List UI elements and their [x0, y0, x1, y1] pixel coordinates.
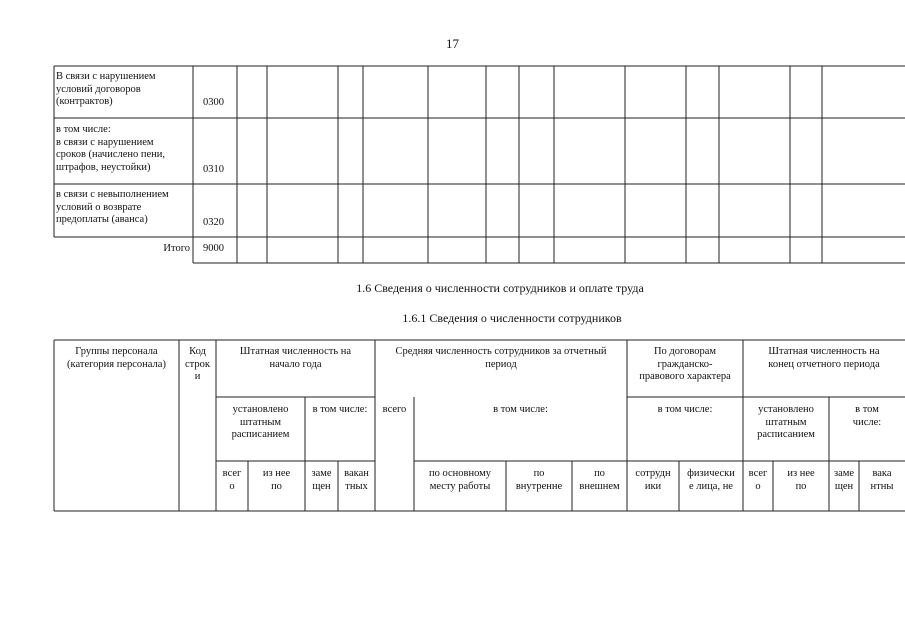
page-number: 17: [446, 36, 459, 51]
header-including-end: в том числе:: [852, 404, 882, 428]
header-including-avg: в том числе:: [493, 404, 548, 415]
header-employees: сотрудн ики: [635, 468, 671, 492]
header-main-job: по основному месту работы: [428, 468, 492, 492]
header-external: по внешнем: [579, 468, 620, 492]
row-0300-code: 0300: [203, 97, 224, 108]
header-vacant: вакан тных: [344, 468, 369, 492]
header-staff-end: Штатная численность на конец отчетного периода: [768, 346, 880, 370]
header-of-them: из нее по: [262, 468, 291, 492]
subsection-title: 1.6.1 Сведения о численности сотрудников: [402, 311, 622, 325]
header-established: установлено штатным расписанием: [231, 404, 290, 440]
header-total: всего: [382, 404, 407, 415]
row-0310-code: 0310: [203, 164, 224, 175]
header-groups: Группы персонала (категория персонала): [67, 346, 166, 370]
header-of-them-end: из нее по: [787, 468, 815, 492]
header-code: Код строк и: [185, 346, 210, 382]
header-vacant-end: вака нтны: [870, 468, 894, 492]
header-total-short-end: всег о: [748, 468, 768, 492]
row-0320-code: 0320: [203, 217, 224, 228]
header-filled: заме щен: [311, 468, 332, 492]
header-including-contracts: в том числе:: [657, 404, 713, 415]
header-filled-end: заме щен: [833, 468, 855, 492]
header-individuals: физически е лица, не: [687, 468, 735, 492]
row-0320-label: в связи с невыполнением условий о возврате предоплаты (аванса): [56, 189, 169, 225]
header-staff-start: Штатная численность на начало года: [239, 346, 352, 370]
row-0310-label: в том числе: в связи с нарушением сроков (начислено пени, штрафов, неустойки): [56, 124, 166, 173]
header-established-end: установлено штатным расписанием: [757, 404, 815, 440]
row-total-code: 9000: [203, 243, 224, 254]
section-title: 1.6 Сведения о численности сотрудников и оплате труда: [356, 281, 644, 295]
row-total-label: Итого: [163, 243, 190, 254]
header-average: Средняя численность сотрудников за отчетный период: [395, 346, 607, 370]
header-internal: по внутренне: [515, 468, 563, 492]
row-0300-label: В связи с нарушением условий договоров (контрактов): [56, 71, 156, 107]
header-total-short: всег о: [222, 468, 242, 492]
header-contracts: По договорам гражданско- правового характера: [639, 346, 731, 382]
header-including: в том числе:: [312, 404, 368, 415]
